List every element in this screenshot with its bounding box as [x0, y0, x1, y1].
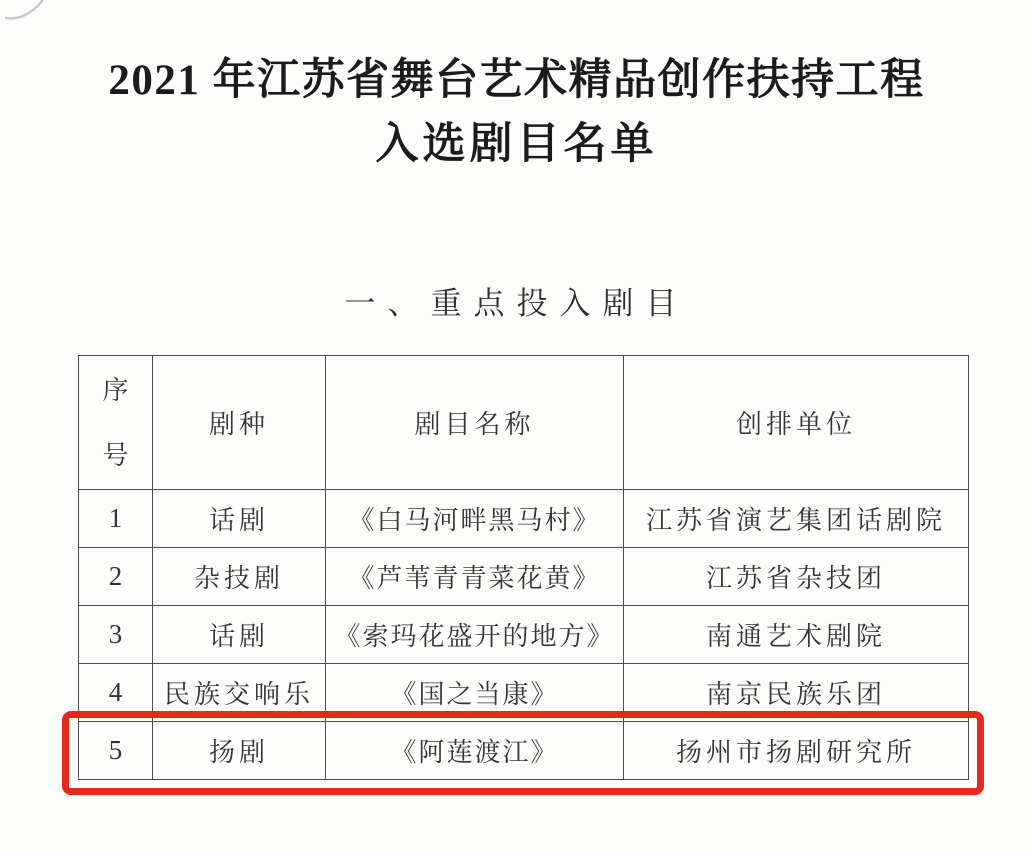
cell-genre: 杂技剧: [153, 548, 326, 606]
cell-no: 5: [79, 722, 153, 780]
cell-no: 4: [79, 664, 153, 722]
table-header-row: [79, 356, 969, 490]
repertoire-table: [78, 355, 969, 780]
title-line-2: 入选剧目名单: [375, 121, 658, 168]
table-row-5-highlighted: [79, 722, 969, 780]
header-genre: [153, 356, 326, 490]
table-row-2: [79, 548, 969, 606]
title-line-1: 2021 年江苏省舞台艺术精品创作扶持工程: [108, 57, 925, 104]
cell-title: 《索玛花盛开的地方》: [326, 606, 624, 664]
header-unit: [624, 356, 969, 490]
cell-title: 《芦苇青青菜花黄》: [326, 548, 624, 606]
cell-genre: 扬剧: [153, 722, 326, 780]
header-no: [79, 356, 153, 490]
cell-no: 3: [79, 606, 153, 664]
section-heading: 一、重点投入剧目: [344, 286, 689, 321]
cell-genre: 话剧: [153, 490, 326, 548]
header-genre-label: 剧种: [208, 410, 269, 439]
cell-unit: 江苏省演艺集团话剧院: [624, 490, 969, 548]
cell-title: 《白马河畔黑马村》: [326, 490, 624, 548]
pen-scan-mark: [2, 0, 50, 28]
cell-title: 《阿莲渡江》: [326, 722, 624, 780]
cell-genre: 话剧: [153, 606, 326, 664]
cell-unit: 扬州市扬剧研究所: [624, 722, 969, 780]
cell-no: 2: [79, 548, 153, 606]
header-no-label: 序号: [102, 375, 129, 470]
cell-no: 1: [79, 490, 153, 548]
cell-title: 《国之当康》: [326, 664, 624, 722]
table-row-1: [79, 490, 969, 548]
cell-unit: 南京民族乐团: [624, 664, 969, 722]
header-unit-label: 创排单位: [735, 410, 856, 439]
cell-unit: 江苏省杂技团: [624, 548, 969, 606]
header-title-label: 剧目名称: [414, 410, 535, 439]
header-title: [326, 356, 624, 490]
table-row-3: [79, 606, 969, 664]
document-title: [0, 52, 1033, 174]
cell-unit: 南通艺术剧院: [624, 606, 969, 664]
table-row-4: [79, 664, 969, 722]
cell-genre: 民族交响乐: [153, 664, 326, 722]
